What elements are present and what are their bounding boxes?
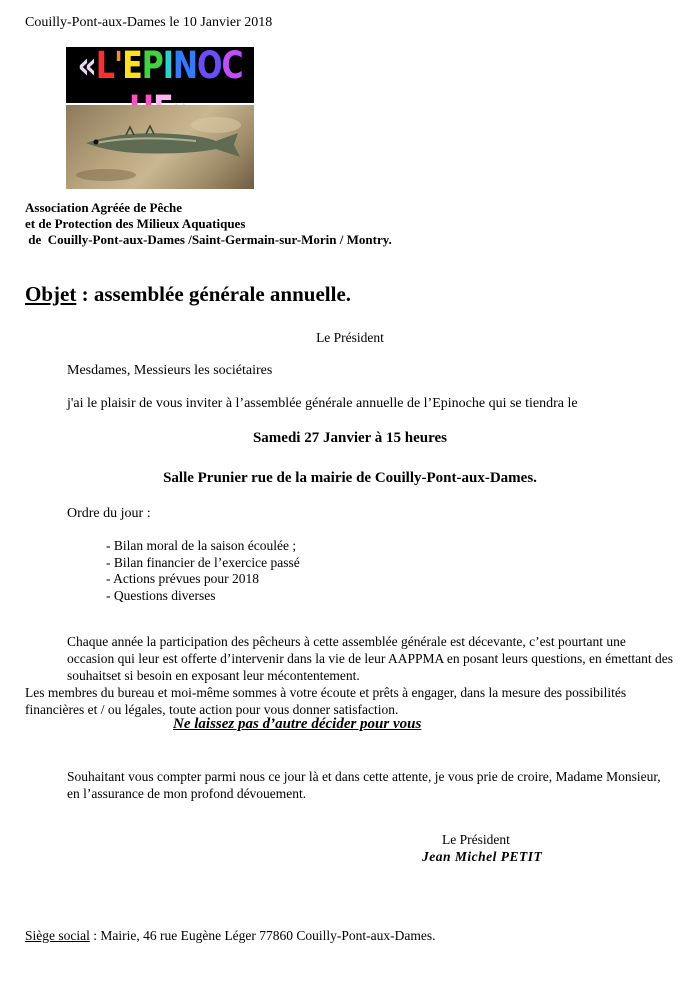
- invitation-text: j'ai le plaisir de vous inviter à l’assemblée générale annuelle de l’Epinoche qui se tiendra le: [67, 396, 578, 411]
- association-logo: [66, 44, 254, 187]
- logo-letter: N: [172, 44, 197, 88]
- agenda-item: - Questions diverses: [106, 588, 300, 605]
- agenda-item: - Actions prévues pour 2018: [106, 571, 300, 588]
- logo-letter: L: [95, 44, 114, 88]
- association-name: [25, 200, 392, 248]
- subject-line: [25, 282, 351, 307]
- subject-label: Objet: [25, 282, 77, 306]
- president-heading: Le Président: [316, 330, 384, 345]
- meeting-date: Samedi 27 Janvier à 15 heures: [252, 430, 448, 446]
- head-office-address: [25, 928, 436, 944]
- logo-letter: P: [141, 44, 163, 88]
- association-line: Association Agréée de Pêche: [25, 200, 183, 215]
- association-line: et de Protection des Milieux Aquatiques: [25, 216, 246, 231]
- agenda-title: Ordre du jour :: [67, 506, 151, 521]
- agenda-list: [106, 538, 300, 604]
- slogan: Ne laissez pas d’autre décider pour vous: [173, 716, 422, 732]
- logo-letter: C: [221, 44, 243, 88]
- logo-banner: [66, 44, 254, 103]
- salutation: Mesdames, Messieurs les sociétaires: [67, 363, 273, 378]
- signature-name: Jean Michel PETIT: [422, 849, 543, 864]
- closing-text: Souhaitant vous compter parmi nous ce jour là et dans cette attente, je vous prie de croire, Madame Monsieur, en l’assurance de mon profond dévouement.: [67, 769, 661, 801]
- logo-letter: I: [162, 44, 173, 88]
- head-office-text: : Mairie, 46 rue Eugène Léger 77860 Couilly-Pont-aux-Dames.: [89, 928, 436, 943]
- logo-letter: ': [114, 44, 123, 88]
- logo-letter: E: [122, 44, 142, 88]
- head-office-label: Siège social: [25, 928, 90, 943]
- subject-text: : assemblée générale annuelle.: [76, 282, 352, 306]
- logo-letter: O: [196, 44, 222, 88]
- logo-letter: «: [77, 44, 96, 88]
- participation-paragraph: [25, 633, 673, 718]
- closing-paragraph: [25, 768, 673, 802]
- fish-photo: [66, 105, 254, 189]
- signature-title: Le Président: [442, 832, 510, 847]
- agenda-item: - Bilan financier de l’exercice passé: [106, 555, 300, 572]
- association-line: de Couilly-Pont-aux-Dames /Saint-Germain-sur-Morin / Montry.: [25, 232, 392, 247]
- dateline: Couilly-Pont-aux-Dames le 10 Janvier 2018: [25, 15, 273, 30]
- paragraph-participation: Chaque année la participation des pêcheurs à cette assemblée générale est décevante, c’est pourtant une occasion qui leur est offerte d’intervenir dans la vie de leur AAPPMA en posant leurs questions, en émettant des souhaitset si besoin en exposant leur mécontentement.: [67, 634, 673, 683]
- paragraph-bureau: Les membres du bureau et moi-même sommes à votre écoute et prêts à engager, dans la mesure des possibilités financières et / ou légales, toute action pour vous donner satisfaction.: [25, 685, 627, 717]
- agenda-item: - Bilan moral de la saison écoulée ;: [106, 538, 300, 555]
- meeting-location: Salle Prunier rue de la mairie de Couilly-Pont-aux-Dames.: [163, 470, 537, 486]
